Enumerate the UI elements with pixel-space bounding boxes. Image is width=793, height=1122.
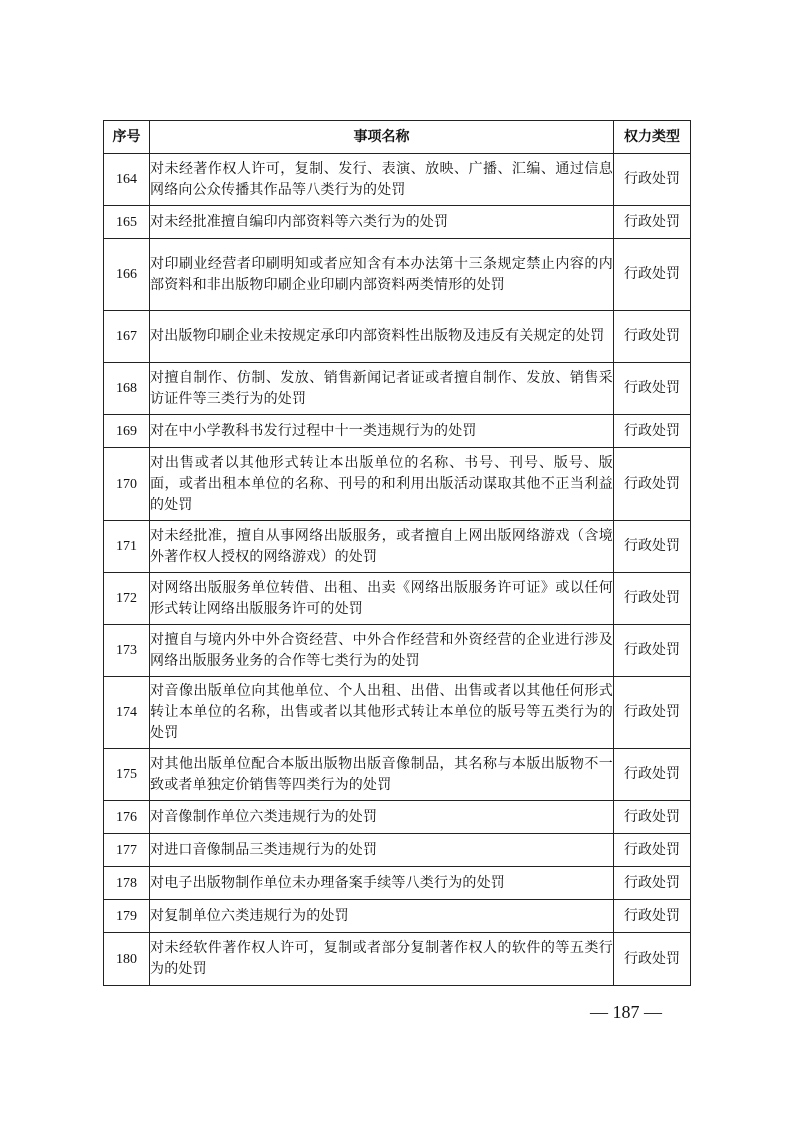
table-row [104, 834, 691, 867]
row-power-type: 行政处罚 [614, 363, 691, 415]
row-number: 171 [104, 521, 150, 573]
row-item-name: 对在中小学教科书发行过程中十一类违规行为的处罚 [150, 415, 614, 448]
row-power-type: 行政处罚 [614, 206, 691, 239]
page-number: — 187 — [590, 1002, 662, 1022]
row-item-name: 对擅自制作、仿制、发放、销售新闻记者证或者擅自制作、发放、销售采访证件等三类行为的处罚 [150, 363, 614, 415]
row-power-type: 行政处罚 [614, 900, 691, 933]
row-number: 178 [104, 867, 150, 900]
table-row [104, 933, 691, 986]
table-row [104, 625, 691, 677]
row-power-type: 行政处罚 [614, 573, 691, 625]
row-power-type: 行政处罚 [614, 625, 691, 677]
row-item-name: 对未经批准擅自编印内部资料等六类行为的处罚 [150, 206, 614, 239]
row-power-type: 行政处罚 [614, 448, 691, 521]
row-number: 176 [104, 801, 150, 834]
row-number: 170 [104, 448, 150, 521]
items-table [103, 120, 691, 986]
table-row [104, 749, 691, 801]
row-power-type: 行政处罚 [614, 834, 691, 867]
row-item-name: 对擅自与境内外中外合资经营、中外合作经营和外资经营的企业进行涉及网络出版服务业务的合作等七类行为的处罚 [150, 625, 614, 677]
row-power-type: 行政处罚 [614, 677, 691, 749]
row-number: 165 [104, 206, 150, 239]
table-row [104, 363, 691, 415]
row-item-name: 对印刷业经营者印刷明知或者应知含有本办法第十三条规定禁止内容的内部资料和非出版物印刷企业印刷内部资料两类情形的处罚 [150, 239, 614, 311]
table-header-row [104, 121, 691, 154]
table-row [104, 573, 691, 625]
row-power-type: 行政处罚 [614, 239, 691, 311]
table-row [104, 311, 691, 363]
row-item-name: 对复制单位六类违规行为的处罚 [150, 900, 614, 933]
row-item-name: 对未经著作权人许可，复制、发行、表演、放映、广播、汇编、通过信息网络向公众传播其作品等八类行为的处罚 [150, 154, 614, 206]
table-row [104, 206, 691, 239]
header-item-name: 事项名称 [150, 121, 614, 154]
row-item-name: 对未经批准，擅自从事网络出版服务，或者擅自上网出版网络游戏（含境外著作权人授权的网络游戏）的处罚 [150, 521, 614, 573]
row-number: 167 [104, 311, 150, 363]
row-item-name: 对出售或者以其他形式转让本出版单位的名称、书号、刊号、版号、版面，或者出租本单位的名称、刊号的和利用出版活动谋取其他不正当利益的处罚 [150, 448, 614, 521]
table-row [104, 801, 691, 834]
row-number: 172 [104, 573, 150, 625]
row-power-type: 行政处罚 [614, 801, 691, 834]
row-item-name: 对出版物印刷企业未按规定承印内部资料性出版物及违反有关规定的处罚 [150, 311, 614, 363]
row-power-type: 行政处罚 [614, 749, 691, 801]
row-number: 175 [104, 749, 150, 801]
row-power-type: 行政处罚 [614, 867, 691, 900]
row-number: 166 [104, 239, 150, 311]
table-row [104, 415, 691, 448]
table-row [104, 900, 691, 933]
header-power-type: 权力类型 [614, 121, 691, 154]
table-row [104, 154, 691, 206]
row-number: 164 [104, 154, 150, 206]
row-item-name: 对电子出版物制作单位未办理备案手续等八类行为的处罚 [150, 867, 614, 900]
row-number: 179 [104, 900, 150, 933]
row-number: 168 [104, 363, 150, 415]
row-item-name: 对音像制作单位六类违规行为的处罚 [150, 801, 614, 834]
row-number: 177 [104, 834, 150, 867]
row-power-type: 行政处罚 [614, 415, 691, 448]
row-item-name: 对进口音像制品三类违规行为的处罚 [150, 834, 614, 867]
row-item-name: 对音像出版单位向其他单位、个人出租、出借、出售或者以其他任何形式转让本单位的名称，出售或者以其他形式转让本单位的版号等五类行为的处罚 [150, 677, 614, 749]
header-serial: 序号 [104, 121, 150, 154]
table-row [104, 677, 691, 749]
table-row [104, 448, 691, 521]
row-power-type: 行政处罚 [614, 933, 691, 986]
table-row [104, 867, 691, 900]
table-row [104, 239, 691, 311]
row-number: 169 [104, 415, 150, 448]
row-power-type: 行政处罚 [614, 154, 691, 206]
table-row [104, 521, 691, 573]
row-item-name: 对其他出版单位配合本版出版物出版音像制品，其名称与本版出版物不一致或者单独定价销售等四类行为的处罚 [150, 749, 614, 801]
row-power-type: 行政处罚 [614, 521, 691, 573]
row-number: 173 [104, 625, 150, 677]
row-item-name: 对网络出版服务单位转借、出租、出卖《网络出版服务许可证》或以任何形式转让网络出版服务许可的处罚 [150, 573, 614, 625]
row-number: 174 [104, 677, 150, 749]
row-number: 180 [104, 933, 150, 986]
row-power-type: 行政处罚 [614, 311, 691, 363]
row-item-name: 对未经软件著作权人许可，复制或者部分复制著作权人的软件的等五类行为的处罚 [150, 933, 614, 986]
